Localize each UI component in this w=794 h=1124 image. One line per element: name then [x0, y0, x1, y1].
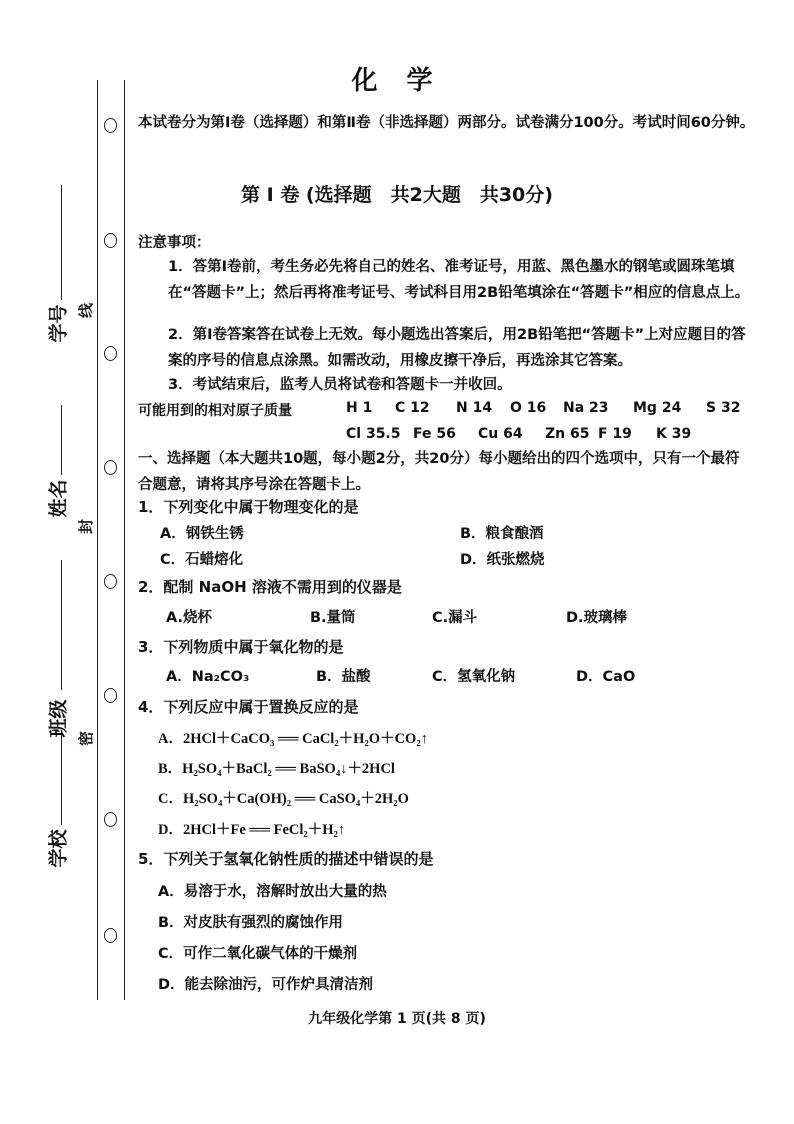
binding-line-right [124, 80, 125, 1000]
question-option: A．易溶于水，溶解时放出大量的热 [158, 884, 387, 900]
punch-hole [104, 812, 117, 827]
page-footer: 九年级化学第 1 页(共 8 页) [308, 1011, 486, 1027]
punch-hole [104, 346, 117, 361]
atomic-mass: H 1 [346, 400, 373, 416]
question-option: B.量筒 [310, 610, 356, 626]
atomic-mass: K 39 [656, 426, 692, 442]
atomic-mass: N 14 [456, 400, 493, 416]
intro-text: 本试卷分为第Ⅰ卷（选择题）和第Ⅱ卷（非选择题）两部分。试卷满分100分。考试时间60分钟。 [138, 115, 755, 131]
question-option: D．能去除油污，可作炉具清洁剂 [158, 977, 374, 993]
question-option: B．盐酸 [316, 669, 371, 685]
question-option: D．2HCl＋Fe ══ FeCl₂＋H₂↑ [158, 822, 346, 838]
question-option: D．纸张燃烧 [460, 552, 545, 568]
section-title: 第 Ⅰ 卷 (选择题 共2大题 共30分) [241, 184, 553, 206]
binding-line-left [97, 80, 98, 1000]
question-option: C．石蜡熔化 [160, 552, 244, 568]
part1-instructions: 一、选择题（本大题共10题，每小题2分，共20分）每小题给出的四个选项中，只有一个最符合题意，请将其序号涂在答题卡上。 [138, 451, 740, 493]
class-line [61, 560, 62, 690]
atomic-mass: F 19 [598, 426, 632, 442]
question-stem: 3．下列物质中属于氧化物的是 [138, 638, 344, 656]
seal-mark-line: 线 [77, 302, 96, 319]
note-item: 3．考试结束后，监考人员将试卷和答题卡一并收回。 [168, 377, 512, 393]
punch-hole [104, 688, 117, 703]
note-item: 1．答第Ⅰ卷前，考生务必先将自己的姓名、准考证号，用蓝、黑色墨水的钢笔或圆珠笔填在“答题卡”上；然后再将准考证号、考试科目用2B铅笔填涂在“答题卡”相应的信息点上。 [168, 259, 750, 301]
binding-margin [0, 0, 130, 1124]
punch-hole [104, 233, 117, 248]
question-stem: 4．下列反应中属于置换反应的是 [138, 698, 359, 716]
question-stem: 2．配制 NaOH 溶液不需用到的仪器是 [138, 578, 402, 596]
school-line [61, 730, 62, 825]
name-label: 姓名 [47, 479, 70, 518]
question-stem: 5．下列关于氢氧化钠性质的描述中错误的是 [138, 850, 434, 868]
note-item: 2．第Ⅰ卷答案答在试卷上无效。每小题选出答案后，用2B铅笔把“答题卡”上对应题目的答案的序号的信息点涂黑。如需改动，用橡皮擦干净后，再选涂其它答案。 [168, 327, 746, 369]
question-option: D.玻璃棒 [566, 610, 628, 626]
punch-hole [104, 928, 117, 943]
question-option: B．H₂SO₄＋BaCl₂ ══ BaSO₄↓＋2HCl [158, 761, 395, 777]
question-option: A．Na₂CO₃ [166, 669, 250, 685]
atomic-mass: C 12 [395, 400, 430, 416]
question-option: A．钢铁生锈 [160, 526, 244, 542]
question-stem: 1．下列变化中属于物理变化的是 [138, 498, 359, 516]
question-option: C．H₂SO₄＋Ca(OH)₂ ══ CaSO₄＋2H₂O [158, 791, 409, 807]
question-option: A.烧杯 [166, 610, 212, 626]
punch-hole [104, 460, 117, 475]
punch-hole [104, 574, 117, 589]
atomic-mass: Fe 56 [413, 426, 456, 442]
question-option: D．CaO [576, 669, 636, 685]
punch-hole [104, 118, 117, 133]
seal-mark-seal: 封 [77, 518, 96, 535]
atomic-mass: Cl 35.5 [346, 426, 401, 442]
atomic-mass: Na 23 [563, 400, 609, 416]
name-line [61, 405, 62, 475]
question-option: B．对皮肤有强烈的腐蚀作用 [158, 915, 344, 931]
atomic-mass: O 16 [510, 400, 547, 416]
question-option: C．可作二氧化碳气体的干燥剂 [158, 946, 358, 962]
page-title: 化 学 [351, 66, 443, 96]
atomic-mass-label: 可能用到的相对原子质量 [138, 403, 292, 419]
question-option: C.漏斗 [432, 610, 478, 626]
question-option: A．2HCl＋CaCO₃ ══ CaCl₂＋H₂O＋CO₂↑ [158, 731, 428, 747]
atomic-mass: Cu 64 [478, 426, 523, 442]
atomic-mass: S 32 [706, 400, 741, 416]
atomic-mass: Mg 24 [633, 400, 682, 416]
question-option: B．粮食酿酒 [460, 526, 544, 542]
seal-mark-close: 密 [77, 730, 96, 747]
atomic-mass: Zn 65 [545, 426, 590, 442]
school-label: 学校 [47, 829, 70, 868]
question-option: C．氢氧化钠 [432, 669, 516, 685]
notes-heading: 注意事项： [138, 235, 211, 251]
class-label: 班级 [47, 699, 70, 738]
student-id-label: 学号 [47, 304, 70, 343]
